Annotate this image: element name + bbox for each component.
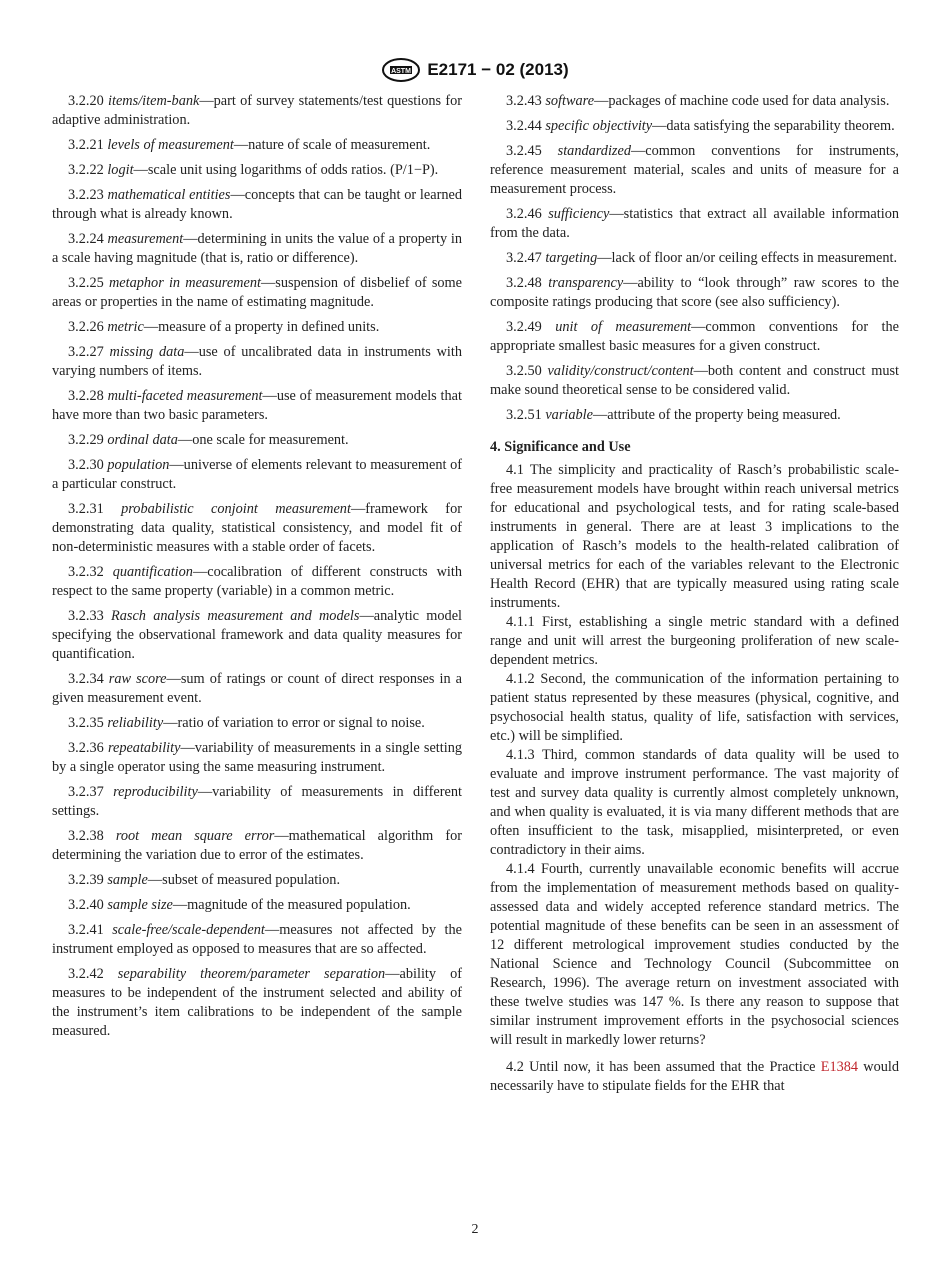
definition-3-2-24 [52,230,462,268]
definition-number: 3.2.26 [68,319,104,335]
definition-3-2-32 [52,563,462,601]
definition-term: levels of measurement [107,137,234,153]
standard-designation: E2171 − 02 (2013) [427,60,569,79]
p42-text-before: 4.2 Until now, it has been assumed that the Practice [506,1059,821,1075]
definition-text: —concepts that can be taught or learned through what is already known. [52,187,462,222]
right-definitions [490,92,899,425]
definition-number: 3.2.32 [68,564,104,580]
definition-term: standardized [557,143,631,159]
definition-text: —analytic model specifying the observational framework and data quality measures for quantification. [52,608,463,662]
right-column [490,92,899,1096]
definition-term: mathematical entities [107,187,231,203]
definition-term: metric [107,319,144,335]
definition-term: separability theorem/parameter separation [117,966,386,982]
definition-term: raw score [108,671,167,687]
definition-number: 3.2.48 [506,275,542,291]
paragraph-4-1-3: 4.1.3 Third, common standards of data quality will be used to evaluate and improve instrument performance. The vast majority of test and survey data quality is currently almost completely unknown, and when quality is evaluated, it is via many different methods that are often insufficient to the task, misapplied, misinterpreted, or even contradictory in their aims. [490,747,899,858]
definition-number: 3.2.47 [506,250,542,266]
definition-3-2-30 [52,456,462,494]
definition-number: 3.2.44 [506,118,542,134]
definition-text: —suspension of disbelief of some areas or properties in the name of estimating magnitude. [52,275,463,310]
definition-term: multi-faceted measurement [107,388,263,404]
definition-term: repeatability [107,740,181,756]
definition-text: —scale unit using logarithms of odds ratios. (P/1−P). [133,162,439,178]
definition-text: —magnitude of the measured population. [172,897,411,913]
definition-text: —statistics that extract all available information from the data. [490,206,900,241]
definition-term: sufficiency [548,206,610,222]
definition-text: —nature of scale of measurement. [233,137,431,153]
definition-number: 3.2.21 [68,137,104,153]
definition-3-2-35 [52,714,462,733]
definition-3-2-28 [52,387,462,425]
definition-number: 3.2.33 [68,608,104,624]
definition-number: 3.2.46 [506,206,542,222]
definition-term: logit [107,162,134,178]
definition-text: —variability of measurements in different settings. [52,784,462,819]
definition-3-2-44 [490,117,899,136]
definition-number: 3.2.40 [68,897,104,913]
definition-3-2-51 [490,406,899,425]
definition-text: —universe of elements relevant to measurement of a particular construct. [52,457,463,492]
definition-3-2-29 [52,431,462,450]
definition-3-2-37 [52,783,462,821]
definition-number: 3.2.25 [68,275,104,291]
definition-text: —one scale for measurement. [177,432,349,448]
definition-term: reproducibility [113,784,198,800]
definition-number: 3.2.29 [68,432,104,448]
definition-number: 3.2.31 [68,501,104,517]
definition-number: 3.2.45 [506,143,542,159]
definition-text: —lack of floor an/or ceiling effects in measurement. [597,250,898,266]
definition-3-2-34 [52,670,462,708]
paragraph-4-1-4: 4.1.4 Fourth, currently unavailable economic benefits will accrue from the implementation of measurement methods based on quality-assessed data and widely accepted reference standard metrics. The potential magnitude of these benefits can be seen in an assessment of 12 different metrological improvement studies conducted by the National Science and Technology Council (Subcommittee on Research, 1996). The average return on investment associated with these twelve studies was 147 %. Is there any reason to suppose that similar instrument improvement efforts in the psychosocial sciences will result in markedly lower returns? [490,861,899,1048]
definition-term: sample size [107,897,173,913]
definition-3-2-20 [52,92,462,130]
definition-text: —attribute of the property being measured. [592,407,841,423]
definition-text: —use of uncalibrated data in instruments with varying numbers of items. [52,344,463,379]
definition-number: 3.2.30 [68,457,104,473]
definition-number: 3.2.20 [68,93,104,109]
definition-text: —ability to “look through” raw scores to the composite ratings producing that score (see also sufficiency). [490,275,899,310]
paragraph-4-1: 4.1 The simplicity and practicality of Rasch’s probabilistic scale-free measurement models have brought within reach universal metrics for educational and psychological tests, and for rating scale-based instruments in general. There are at least 3 implications to the application of Rasch’s models to the health-related calibration of universal metrics for each of the variables relevant to the Electronic Health Record (EHR) that are typically measured using rating scale instruments. [490,462,899,611]
definition-text: —sum of ratings or count of direct responses in a given measurement event. [52,671,462,706]
definition-number: 3.2.37 [68,784,104,800]
definition-3-2-31 [52,500,462,557]
definition-3-2-22 [52,161,462,180]
definition-text: —use of measurement models that have more than two basic parameters. [52,388,462,423]
definition-number: 3.2.42 [68,966,104,982]
definition-text: —ability of measures to be independent of the instrument selected and ability of the instrument’s item calibrations to be independent of the sample measured. [52,966,462,1039]
definition-3-2-38 [52,827,462,865]
definition-term: reliability [107,715,164,731]
definition-term: measurement [107,231,184,247]
definition-3-2-46 [490,205,899,243]
section-heading: 4. Significance and Use [490,439,631,455]
definition-term: validity/construct/content [547,363,694,379]
definition-term: missing data [109,344,185,360]
definition-term: transparency [548,275,624,291]
definition-text: —determining in units the value of a property in a scale having magnitude (that is, ratio or difference). [52,231,462,266]
definition-term: software [545,93,595,109]
definition-term: root mean square error [115,828,275,844]
definition-number: 3.2.38 [68,828,104,844]
definition-text: —measures not affected by the instrument employed as opposed to measures that are so affected. [52,922,462,957]
definition-3-2-48 [490,274,899,312]
definition-number: 3.2.27 [68,344,104,360]
definition-term: specific objectivity [545,118,653,134]
paragraph-4-2 [490,1058,899,1096]
definition-text: —common conventions for instruments, reference measurement material, scales and units of measure for a measurement process. [490,143,900,197]
definition-term: sample [107,872,148,888]
definition-term: Rasch analysis measurement and models [111,608,360,624]
definition-term: population [107,457,170,473]
definition-term: unit of measurement [555,319,692,335]
page-header [0,56,950,84]
astm-logo-icon [381,57,421,83]
definition-number: 3.2.22 [68,162,104,178]
definition-3-2-33 [52,607,462,664]
definition-number: 3.2.35 [68,715,104,731]
definition-term: variable [545,407,593,423]
definition-text: —cocalibration of different constructs with respect to the same property (variable) in a common metric. [52,564,462,599]
definition-text: —data satisfying the separability theorem. [652,118,895,134]
definition-3-2-41 [52,921,462,959]
definition-number: 3.2.24 [68,231,104,247]
definition-3-2-47 [490,249,899,268]
definition-3-2-50 [490,362,899,400]
definition-text: —measure of a property in defined units. [143,319,380,335]
definition-text: —part of survey statements/test questions for adaptive administration. [52,93,463,128]
definition-3-2-42 [52,965,462,1041]
definition-3-2-21 [52,136,462,155]
definition-text: —variability of measurements in a single setting by a single operator using the same measuring instrument. [52,740,463,775]
definition-3-2-26 [52,318,462,337]
definition-3-2-43 [490,92,899,111]
definition-number: 3.2.28 [68,388,104,404]
definition-text: —framework for demonstrating data quality, statistical consistency, and model fit of non-deterministic measures with a stable order of facets. [52,501,462,555]
definition-number: 3.2.23 [68,187,104,203]
definition-number: 3.2.39 [68,872,104,888]
definition-3-2-23 [52,186,462,224]
svg-text:ASTM: ASTM [391,68,412,75]
p42-text-after: would necessarily have to stipulate fields for the EHR that [490,1059,899,1094]
definition-text: —ratio of variation to error or signal to noise. [163,715,425,731]
paragraph-4-1-1: 4.1.1 First, establishing a single metric standard with a defined range and unit will arrest the burgeoning proliferation of new scale-dependent metrics. [490,614,899,668]
definition-text: —both content and construct must make sound theoretical sense to be considered valid. [490,363,899,398]
definition-number: 3.2.49 [506,319,542,335]
left-column [52,92,462,1047]
definition-3-2-40 [52,896,462,915]
definition-number: 3.2.51 [506,407,542,423]
page-number: 2 [471,1222,479,1237]
definition-text: —packages of machine code used for data analysis. [594,93,890,109]
definition-term: probabilistic conjoint measurement [121,501,351,517]
definition-number: 3.2.34 [68,671,104,687]
definition-3-2-25 [52,274,462,312]
definition-3-2-49 [490,318,899,356]
definition-term: metaphor in measurement [108,275,261,291]
definition-number: 3.2.43 [506,93,542,109]
e1384-link[interactable]: E1384 [820,1059,859,1075]
definition-number: 3.2.41 [68,922,104,938]
definition-3-2-45 [490,142,899,199]
definition-text: —subset of measured population. [147,872,341,888]
definition-3-2-36 [52,739,462,777]
definition-text: —mathematical algorithm for determining the variation due to error of the estimates. [52,828,462,863]
definition-term: items/item-bank [108,93,200,109]
definition-3-2-39 [52,871,462,890]
definition-number: 3.2.36 [68,740,104,756]
definition-term: scale-free/scale-dependent [112,922,265,938]
definition-term: targeting [545,250,598,266]
definition-term: quantification [112,564,193,580]
definition-number: 3.2.50 [506,363,542,379]
definition-text: —common conventions for the appropriate smallest basic measures for a given construct. [490,319,899,354]
paragraph-4-1-2: 4.1.2 Second, the communication of the information pertaining to patient status represented by these measures (physical, cognitive, and psychosocial health status, quality of life, satisfaction with services, etc.) will be simplified. [490,671,899,744]
definition-3-2-27 [52,343,462,381]
definition-term: ordinal data [107,432,178,448]
